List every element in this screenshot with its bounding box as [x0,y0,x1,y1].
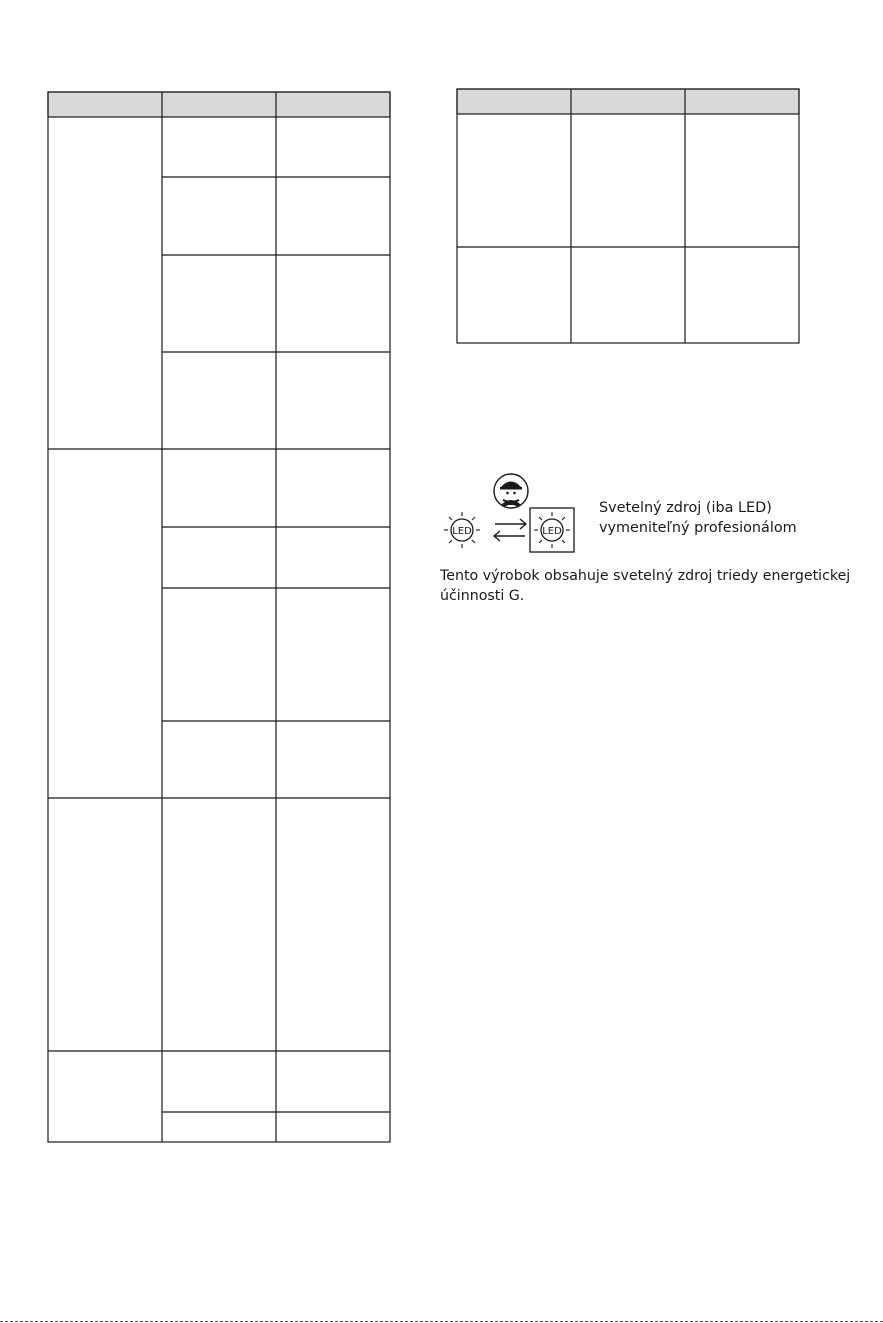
professional-replaceable-led-icon [440,472,588,554]
led-label-right: LED [542,526,562,537]
light-source-description-line1: Svetelný zdroj (iba LED) [599,500,772,516]
exchange-arrows-icon [494,519,526,541]
right-table-outline [457,89,799,343]
energy-class-note-line1: Tento výrobok obsahuje svetelný zdroj triedy energetickej [440,568,851,584]
led-bulb-left-icon [444,512,480,548]
led-bulb-right-icon [530,508,574,552]
left-table-outline [48,92,390,1142]
light-source-description [599,498,869,538]
left-empty-table [47,91,393,1145]
right-table-header-row [457,89,799,114]
left-table-header-row [48,92,390,117]
right-table-grid [456,88,802,346]
energy-class-note [440,566,870,606]
left-table-grid [47,91,393,1145]
light-source-description-line2: vymeniteľný profesionálom [599,520,797,536]
led-label-left: LED [452,526,472,537]
energy-class-note-line2: účinnosti G. [440,588,525,604]
page-bottom-dashed-rule [0,1321,883,1322]
professional-worker-icon [494,474,528,508]
right-empty-table [456,88,802,346]
